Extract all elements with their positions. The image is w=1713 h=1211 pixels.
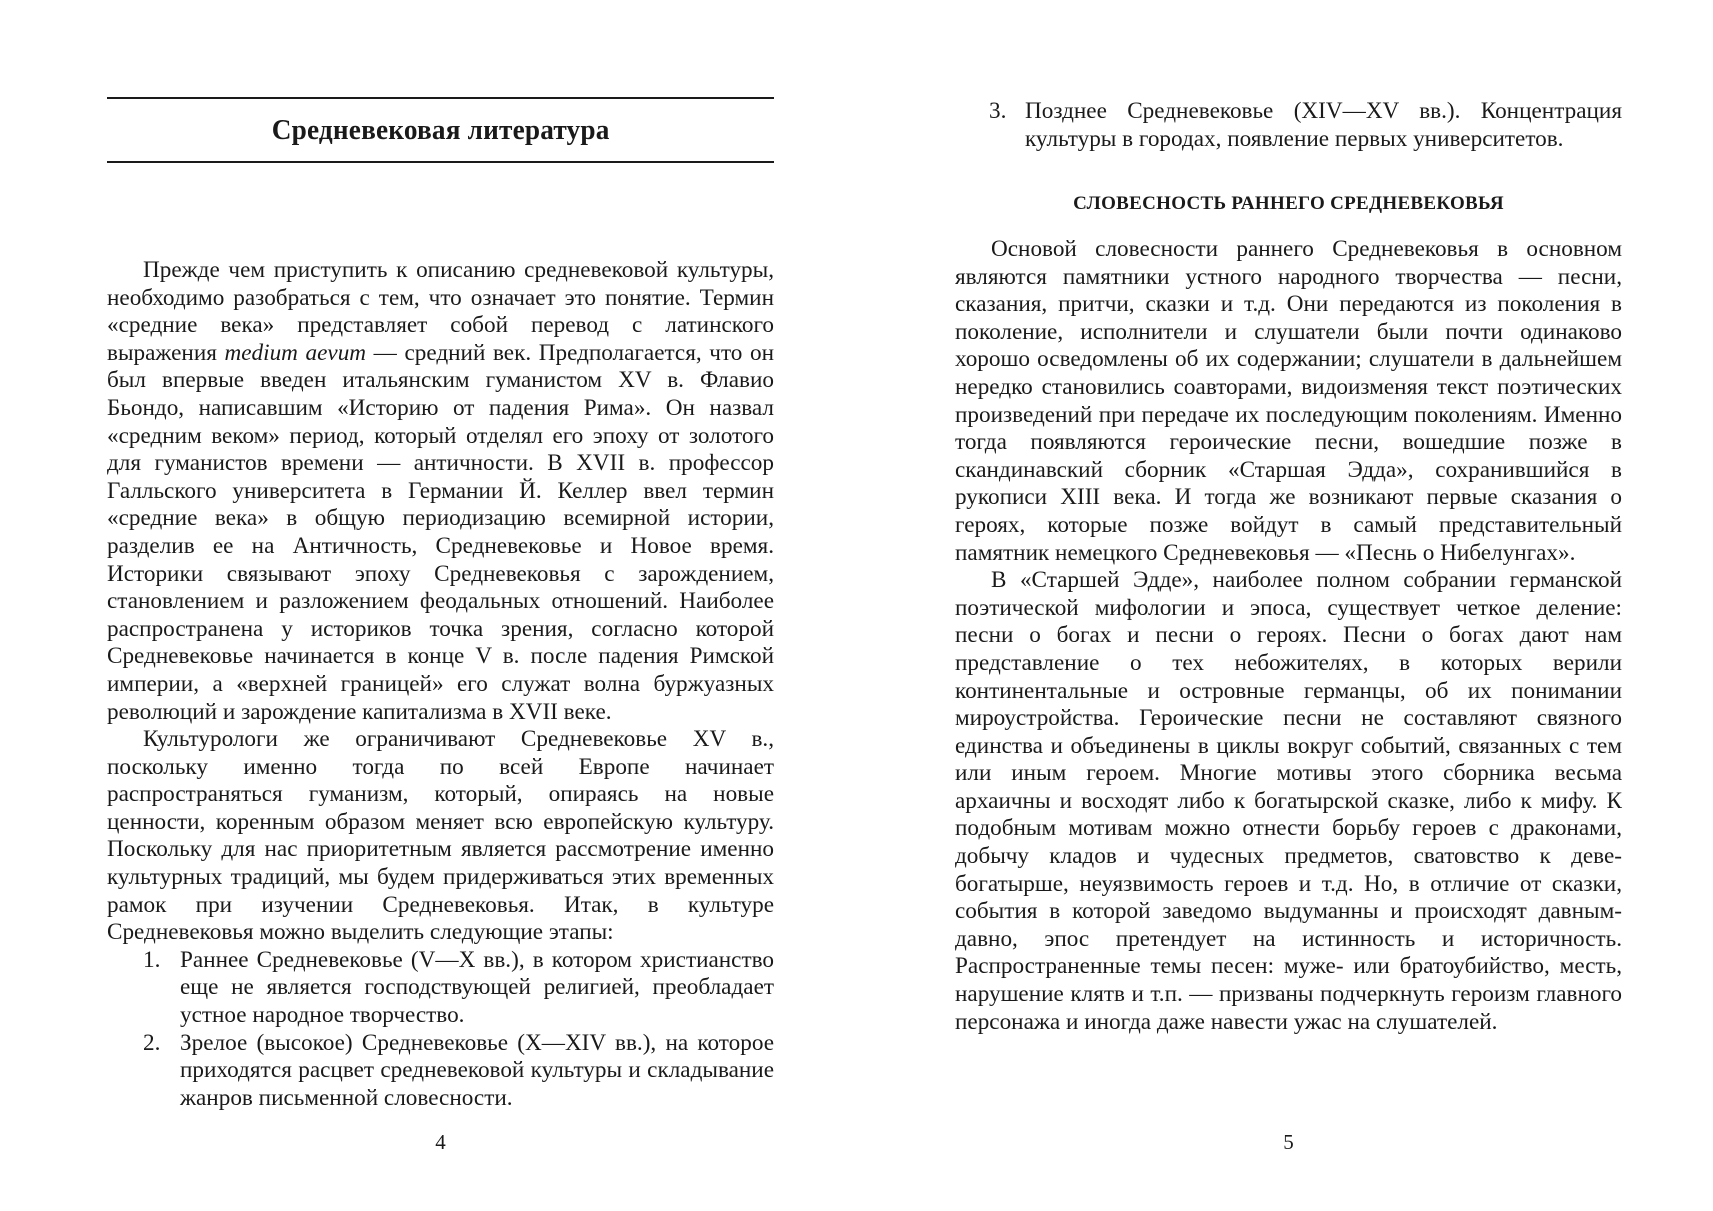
list-item	[955, 98, 1622, 153]
left-page-body	[107, 257, 774, 1112]
right-paragraph-1: Основой словесности раннего Средневековья в основном являются памятники устного народного творчества — песни, сказания, притчи, сказки и т.д. Они передаются из поколения в поколение, исполнители и слушатели были почти одинаково хорошо осведомлены об их содержании; слушатели в дальнейшем нередко становились соавторами, видоизменяя текст поэтических произведений при передаче их последующим поколениям. Именно тогда появляются героические песни, вошедшие позже в скандинавский сборник «Старшая Эдда», сохранившийся в рукописи XIII века. И тогда же возникают первые сказания о героях, которые позже войдут в самый представительный памятник немецкого Средневековья — «Песнь о Нибелунгах».	[955, 236, 1622, 566]
list-item	[107, 1030, 774, 1113]
list-item-text: Раннее Средневековье (V—X вв.), в котором христианство еще не является господствующей религией, преобладает устное народное творчество.	[180, 946, 774, 1029]
list-item-number: 3.	[989, 98, 1007, 124]
page-number-left: 4	[435, 1130, 446, 1154]
chapter-title-block	[107, 97, 774, 163]
right-paragraph-2: В «Старшей Эдде», наиболее полном собрании германской поэтической мифологии и эпоса, существует четкое деление: песни о богах и песни о героях. Песни о богах дают нам представление о тех небожителях, в которых верили континентальные и островные германцы, об их понимании мироустройства. Героические песни не составляют связного единства и объединены в циклы вокруг событий, связанных с тем или иным героем. Многие мотивы этого сборника весьма архаичны и восходят либо к богатырской сказке, либо к мифу. К подобным мотивам можно отнести борьбу героев с драконами, добычу кладов и чудесных предметов, сватовство к деве-богатырше, неуязвимость героев и т.д. Но, в отличие от сказки, события в которой заведомо выдуманны и происходят давным-давно, эпос претендует на истинность и историчность. Распространенные темы песен: муже- или братоубийство, месть, нарушение клятв и т.п. — призваны подчеркнуть героизм главного персонажа и иногда даже навести ужас на слушателей.	[955, 567, 1622, 1035]
section-heading: СЛОВЕСНОСТЬ РАННЕГО СРЕДНЕВЕКОВЬЯ	[1073, 193, 1504, 214]
list-item	[107, 947, 774, 1030]
list-item-number: 1.	[143, 946, 161, 973]
page-number-right: 5	[1283, 1130, 1294, 1154]
right-page-body	[955, 236, 1622, 1036]
left-paragraph-1: Прежде чем приступить к описанию средневековой культуры, необходимо разобраться с тем, что означает это понятие. Термин «средние века» представляет собой перевод с латинского выражения medium aevum — средний век. Предполагается, что он был впервые введен итальянским гуманистом XV в. Флавио Бьондо, написавшим «Историю от падения Рима». Он назвал «средним веком» период, который отделял его эпоху от золотого для гуманистов времени — античности. В XVII в. профессор Галльского университета в Германии Й. Келлер ввел термин «средние века» в общую периодизацию всемирной истории, разделив ее на Античность, Средневековье и Новое время. Историки связывают эпоху Средневековья с зарождением, становлением и разложением феодальных отношений. Наиболее распространена у историков точка зрения, согласно которой Средневековье начинается в конце V в. после падения Римской империи, а «верхней границей» его служат волна буржуазных революций и зарождение капитализма в XVII веке.	[107, 257, 774, 725]
continued-stages-list	[955, 98, 1622, 153]
latin-term: medium aevum	[224, 339, 367, 366]
list-item-text: Зрелое (высокое) Средневековье (X—XIV вв.), на которое приходятся расцвет средневековой культуры и складывание жанров письменной словесности.	[180, 1029, 774, 1111]
left-paragraph-2: Культурологи же ограничивают Средневековье XV в., поскольку именно тогда по всей Европе начинает распространяться гуманизм, который, опираясь на новые ценности, коренным образом меняет всю европейскую культуру. Поскольку для нас приоритетным является рассмотрение именно культурных традиций, мы будем придерживаться этих временных рамок при изучении Средневековья. Итак, в культуре Средневековья можно выделить следующие этапы:	[107, 726, 774, 946]
list-item-text: Позднее Средневековье (XIV—XV вв.). Концентрация культуры в городах, появление первых университетов.	[1025, 98, 1622, 152]
chapter-title: Средневековая литература	[271, 113, 610, 146]
list-item-number: 2.	[143, 1029, 161, 1056]
stages-list	[107, 947, 774, 1113]
